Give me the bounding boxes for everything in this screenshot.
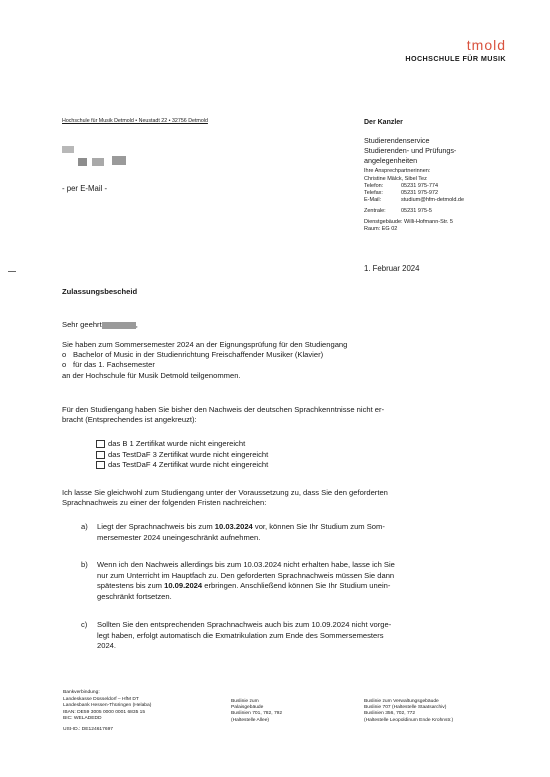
delivery-method: - per E-Mail - <box>62 184 108 193</box>
redacted-recipient-in-salutation <box>102 322 136 329</box>
program-bullet: o Bachelor of Music in der Studienrichtung Freischaffender Musiker (Klavier) <box>62 350 324 360</box>
fax-number: 05231 975-972 <box>401 190 439 196</box>
language-paragraph: Für den Studiengang haben Sie bisher den Nachweis der deutschen Sprachkenntnisse nicht er- bracht (Entsprechendes ist angekreuzt): <box>62 405 385 425</box>
checkbox-item-testdaf4: das TestDaF 4 Zertifikat wurde nicht eingereicht <box>96 460 268 471</box>
fax-row: Telefax: 05231 975-972 <box>364 190 439 196</box>
letter-title: Zulassungsbescheid <box>62 287 138 296</box>
fold-mark <box>8 271 16 272</box>
office-heading: Der Kanzler <box>364 119 403 126</box>
checkbox-item-b1: das B 1 Zertifikat wurde nicht eingereicht <box>96 439 268 450</box>
redacted-recipient-city <box>92 158 104 166</box>
logo-subtitle: HOCHSCHULE FÜR MUSIK <box>405 54 506 63</box>
checkbox-item-testdaf3: das TestDaF 3 Zertifikat wurde nicht eingereicht <box>96 450 268 461</box>
central-number: 05231 975-5 <box>401 208 432 215</box>
office-room: Raum: EG 02 <box>364 225 398 232</box>
footer-bus-admin: Buslinie zum Verwaltungsgebäude Buslinie 707 (Haltestelle Staatsarchiv) Buslinien 356, 702, 772 (Haltestelle Leopoldinum Ende Krohnstr.) <box>364 699 454 723</box>
office-building: Dienstgebäude: Willi-Hofmann-Str. 5 <box>364 218 453 225</box>
central-row: Zentrale: 05231 975-5 <box>364 208 432 215</box>
condition-paragraph: Ich lasse Sie gleichwohl zum Studiengang unter der Voraussetzung zu, dass Sie den geforderten Sprachnachweis zu einer der folgenden Fristen nachreichen: <box>62 488 388 508</box>
redacted-recipient-extra <box>112 156 126 165</box>
language-certificate-checklist <box>96 439 268 471</box>
redacted-recipient-street <box>78 158 87 166</box>
letter-date: 1. Februar 2024 <box>364 264 420 273</box>
office-info-block <box>364 118 514 233</box>
salutation: Sehr geehrt , <box>62 320 138 329</box>
checkbox-icon <box>96 440 105 448</box>
logo-wordmark: tmold <box>466 37 506 53</box>
letter-page: tmold HOCHSCHULE FÜR MUSIK Hochschule für Musik Detmold • Neustadt 22 • 32756 Detmold - per E-Mail - Der Kanzler Studierendenservice Studierenden- und Prüfungs- angelegenheiten Ihre Ansprechpartnerinnen: Christine Mälck, Sibel Tez Telefon: 05231 975-774 Telefax: 05231 975-972 E-Mail: studium@hfm-detmold.de Zentrale: 05231 975-5 Dienstgebäude: Willi-Hofmann-Str. 5 Raum: EG 02 1. Februar 2024 Zulassungsbescheid Sehr geehrt , Sie haben zum Sommersemester 2024 an der Eignungsprüfung für den Studiengang o Bachelor of Music in der Studienrichtung Freischaffender Musiker (Klavier) o für das 1. Fachsemester an der Hochschule für Musik Detmold teilgenommen. Für den Studiengang haben Sie bisher den Nachweis der deutschen Sprachkenntnisse nicht er- bracht (Entsprechendes ist angekreuzt): das B 1 Zertifikat wurde nicht eingereicht das TestDaF 3 Zertifikat wurde nicht eingereicht das TestDaF 4 Zertifikat wurde nicht eingereicht Ich lasse Sie gleichwohl zum Studiengang unter der Voraussetzung zu, dass Sie den geforderten Sprachnachweis zu einer der folgenden Fristen nachreichen: a) Liegt der Sprachnachweis bis zum 10.03.2024 vor, können Sie Ihr Studium zum Som- mersemester 2024 uneingeschränkt aufnehmen. b) Wenn ich den Nachweis allerdings bis zum 10.03.2024 nicht erhalten habe, lasse ich Sie nur zum Unterricht im Hauptfach zu. Den geforderten Sprachnachweis müssen Sie dann spätestens bis zum 10.09.2024 erbringen. Anschließend können Sie Ihr Studium unein- geschränkt fortsetzen. c) Sollten Sie den entsprechenden Sprachnachweis auch bis zum 10.09.2024 nicht vorge- legt haben, erfolgt automatisch die Exmatrikulation zum Ende des Sommersemesters 2024. Bankverbindung: Landeskasse Düsseldorf – HfM DT Landesbank Hessen-Thüringen (Helaba) IBAN: DE59 3005 0000 0001 6835 15 BIC: WELADEDD USt-ID.: DE124617697 Buslinie zum Palaisgebäude Buslinien 701, 782, 792 (Haltestelle Allee) Buslinie zum Verwaltungsgebäude Buslinie 707 (Haltestelle Staatsarchiv) Buslinien 356, 702, 772 (Haltestelle Leopoldinum Ende Krohnstr.) <box>0 0 550 777</box>
semester-bullet: o für das 1. Fachsemester <box>62 360 155 370</box>
email-row: E-Mail: studium@hfm-detmold.de <box>364 197 465 204</box>
footer-bank-info: Bankverbindung: Landeskasse Düsseldorf – HfM DT Landesbank Hessen-Thüringen (Helaba) IBAN: DE59 3005 0000 0001 6835 15 BIC: WELADEDD USt-ID.: DE124617697 <box>63 690 152 733</box>
contacts-names: Christine Mälck, Sibel Tez <box>364 175 427 182</box>
sender-address-line: Hochschule für Musik Detmold • Neustadt 22 • 32756 Detmold <box>62 118 208 124</box>
footer-bus-palais: Buslinie zum Palaisgebäude Buslinien 701, 782, 792 (Haltestelle Allee) <box>231 699 283 723</box>
contacts-label: Ihre Ansprechpartnerinnen: <box>364 168 431 175</box>
checkbox-icon <box>96 451 105 459</box>
office-department: Studierendenservice Studierenden- und Prüfungs- angelegenheiten <box>364 136 457 165</box>
phone-row: Telefon: 05231 975-774 <box>364 182 439 189</box>
checkbox-icon <box>96 461 105 469</box>
phone-number: 05231 975-774 <box>401 182 439 189</box>
email-address[interactable]: studium@hfm-detmold.de <box>401 197 465 204</box>
intro-paragraph: Sie haben zum Sommersemester 2024 an der Eignungsprüfung für den Studiengang o Bachelor of Music in der Studienrichtung Freischaffender Musiker (Klavier) o für das 1. Fachsemester an der Hochschule für Musik Detmold teilgenommen. <box>62 340 494 381</box>
redacted-recipient-name <box>62 146 74 153</box>
university-logo <box>405 38 506 63</box>
